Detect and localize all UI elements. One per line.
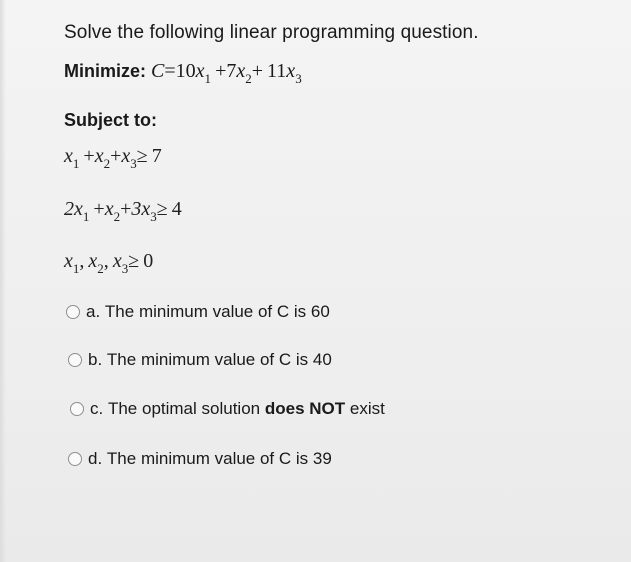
objective-term1-coef: 10 — [175, 60, 196, 82]
objective-term2-var: x — [236, 60, 246, 82]
option-a-text: The minimum value of C is 60 — [104, 302, 330, 321]
constraint-3-sub3: 3 — [121, 261, 129, 276]
constraint-1 — [64, 145, 162, 171]
constraint-1-sub1: 1 — [72, 156, 80, 171]
constraint-3-comma2: , — [103, 250, 109, 272]
constraint-nonnegativity — [64, 250, 154, 276]
constraint-3-var3: x — [112, 250, 122, 272]
constraint-3-geq: ≥ — [128, 250, 140, 272]
objective-lhs: C — [151, 60, 165, 82]
constraint-2-sub1: 1 — [82, 209, 90, 224]
radio-button-b[interactable] — [68, 353, 82, 367]
constraint-2-plus1: + — [93, 198, 105, 220]
constraint-1-geq: ≥ — [136, 145, 148, 167]
option-c-text-before: The optimal solution — [107, 399, 265, 418]
objective-expression — [151, 60, 302, 86]
objective-term3-var: x — [286, 60, 296, 82]
constraint-1-rhs: 7 — [151, 145, 162, 167]
constraint-3-var2: x — [88, 250, 98, 272]
objective-function — [64, 60, 302, 86]
constraint-3-comma1: , — [79, 250, 85, 272]
objective-plus-2: + — [251, 60, 264, 82]
constraint-1-sub2: 2 — [103, 156, 111, 171]
option-b-letter: b. — [88, 350, 103, 369]
radio-button-c[interactable] — [70, 402, 84, 416]
radio-button-d[interactable] — [68, 452, 82, 466]
question-prompt: Solve the following linear programming question. — [64, 22, 479, 43]
constraint-1-plus2: + — [110, 145, 122, 167]
objective-term2-coef: 7 — [226, 60, 237, 82]
constraint-2-plus2: + — [120, 198, 132, 220]
objective-term2-sub: 2 — [245, 71, 252, 86]
constraint-1-var3: x — [121, 145, 131, 167]
answer-option-c[interactable] — [66, 399, 385, 419]
option-c-text-bold: does NOT — [264, 399, 346, 418]
constraint-3-var1: x — [64, 250, 73, 272]
constraint-1-var2: x — [94, 145, 104, 167]
objective-plus-1: + — [215, 60, 227, 82]
constraint-1-plus1: + — [83, 145, 95, 167]
constraint-1-sub3: 3 — [130, 156, 137, 171]
objective-label: Minimize: — [64, 61, 147, 81]
constraint-2-sub3: 3 — [150, 209, 157, 224]
constraint-2-geq: ≥ — [156, 198, 168, 220]
subject-to-label: Subject to: — [64, 110, 157, 130]
constraint-3-rhs: 0 — [143, 250, 154, 272]
objective-term1-var: x — [195, 60, 205, 82]
option-c-letter: c. — [90, 399, 104, 418]
constraint-1-var1: x — [64, 145, 73, 167]
answer-option-a[interactable] — [66, 302, 330, 322]
answer-option-d[interactable] — [66, 449, 332, 469]
page-edge-shadow — [0, 0, 6, 562]
option-b-text: The minimum value of C is 40 — [106, 350, 332, 369]
constraint-2-rhs: 4 — [171, 198, 182, 220]
constraint-2-var2: x — [104, 198, 114, 220]
constraint-2-var1: 2x — [64, 198, 83, 220]
objective-equals: = — [164, 60, 176, 82]
objective-term3-coef: 11 — [267, 60, 287, 82]
answer-option-b[interactable] — [66, 350, 332, 370]
objective-term3-sub: 3 — [295, 71, 302, 86]
constraint-3-sub1: 1 — [72, 261, 80, 276]
option-c-text-after: exist — [345, 399, 385, 418]
radio-button-a[interactable] — [66, 305, 80, 319]
option-a-letter: a. — [86, 302, 101, 321]
objective-term1-sub: 1 — [204, 71, 212, 86]
constraint-3-sub2: 2 — [97, 261, 104, 276]
option-d-text: The minimum value of C is 39 — [106, 449, 332, 468]
constraint-2-var3: 3x — [131, 198, 151, 220]
option-d-letter: d. — [88, 449, 103, 468]
constraint-2-sub2: 2 — [113, 209, 121, 224]
constraint-2 — [64, 198, 182, 224]
